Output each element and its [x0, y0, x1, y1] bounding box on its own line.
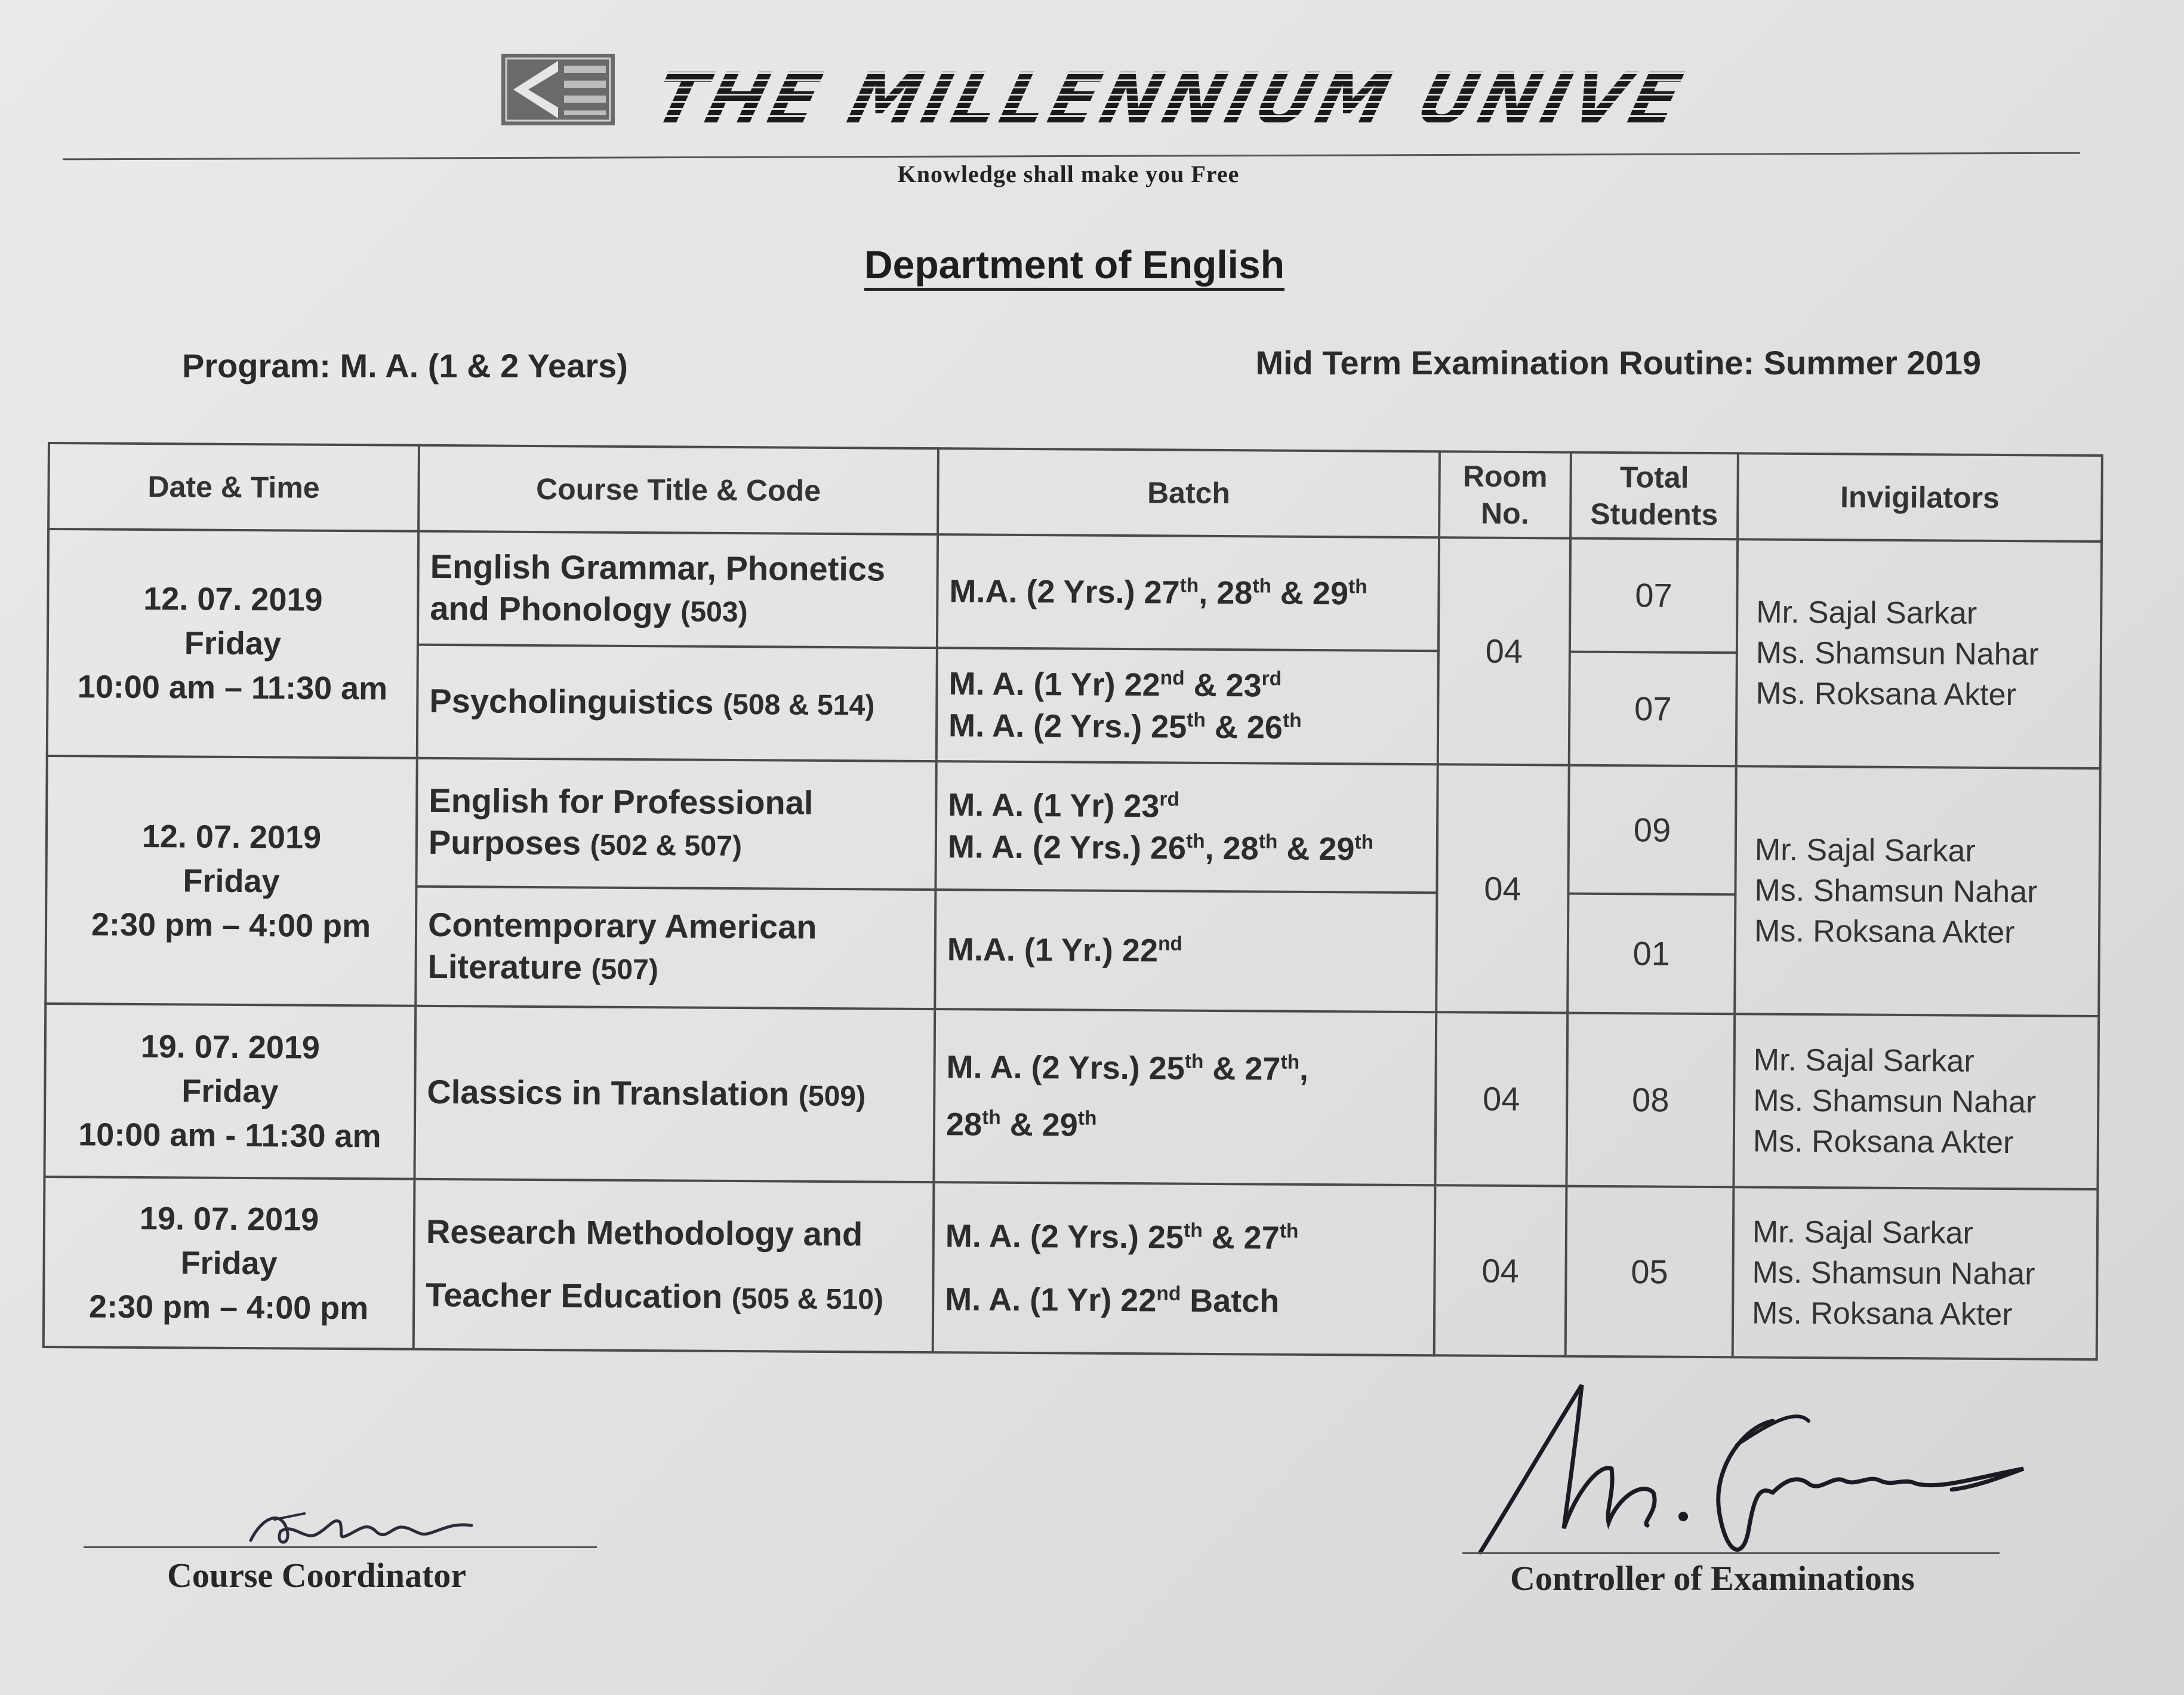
batch-text: M. A. (2 Yrs.) 25 — [946, 1049, 1185, 1087]
slot-date-time — [45, 756, 417, 1006]
total-students: 05 — [1566, 1186, 1734, 1358]
university-name: THE MILLENNIUM UNIVERSITY — [646, 57, 1942, 140]
letterhead-divider — [63, 152, 2080, 161]
invigilator-name: Mr. Sajal Sarkar — [1756, 595, 1977, 631]
slot-date-time — [44, 1177, 415, 1349]
batch-text: & 29 — [1271, 575, 1349, 612]
invigilator-name: Mr. Sajal Sarkar — [1752, 1214, 1974, 1251]
batch-text: & 29 — [1000, 1106, 1078, 1143]
batch-ordinal: th — [1348, 576, 1367, 598]
controller-signature-block — [1462, 1373, 2059, 1612]
room-number: 04 — [1436, 764, 1569, 1013]
batch-text: , 28 — [1205, 830, 1259, 866]
batch-ordinal: th — [1184, 1219, 1203, 1242]
batch-ordinal: rd — [1261, 667, 1282, 690]
header-course: Course Title & Code — [418, 445, 938, 534]
batch-text: M. A. (2 Yrs.) 25 — [948, 707, 1187, 745]
letterhead — [0, 42, 2184, 191]
batch-ordinal: th — [1187, 709, 1206, 731]
controller-of-examinations-label: Controller of Examinations — [1510, 1559, 1915, 1598]
batch-line — [945, 1204, 1424, 1271]
course-cell — [416, 758, 936, 890]
batch-cell — [934, 1009, 1436, 1185]
invigilator-name: Mr. Sajal Sarkar — [1753, 1042, 1974, 1079]
handwritten-signature-left — [239, 1505, 489, 1552]
slot-day: Friday — [181, 1073, 279, 1110]
batch-text: M.A. (2 Yrs.) 27 — [949, 573, 1180, 611]
routine-table-wrapper — [42, 442, 2101, 1361]
slot-day: Friday — [184, 625, 282, 662]
course-code: (505 & 510) — [731, 1282, 884, 1316]
batch-line — [948, 705, 1426, 749]
batch-ordinal: th — [1258, 830, 1278, 853]
course-code: (508 & 514) — [722, 688, 875, 721]
batch-cell — [935, 890, 1437, 1012]
header-room-line1: Room — [1462, 459, 1548, 494]
header-total-students — [1570, 453, 1738, 540]
batch-text: M. A. (2 Yrs.) 25 — [945, 1217, 1184, 1256]
batch-ordinal: th — [1282, 709, 1302, 732]
room-number: 04 — [1434, 1185, 1567, 1356]
batch-line — [948, 663, 1426, 707]
header-total-line1: Total — [1619, 460, 1689, 494]
invigilators-cell — [1736, 539, 2102, 768]
invigilators-cell — [1733, 1014, 2099, 1189]
invigilator-name: Ms. Roksana Akter — [1755, 676, 2017, 713]
batch-cell — [933, 1182, 1436, 1355]
course-title: English Grammar, Phonetics and Phonology — [430, 547, 886, 628]
batch-text: M. A. (1 Yr) 23 — [948, 786, 1160, 824]
signature-line-right — [1462, 1552, 2000, 1554]
table-row — [48, 529, 2102, 655]
handwritten-signature-right — [1462, 1373, 2059, 1570]
course-title: English for Professional Purposes — [428, 781, 814, 862]
batch-cell — [935, 761, 1437, 893]
batch-text: & 27 — [1203, 1050, 1281, 1087]
slot-date: 12. 07. 2019 — [143, 580, 323, 618]
slot-time: 2:30 pm – 4:00 pm — [88, 1288, 369, 1326]
batch-ordinal: nd — [1156, 1282, 1181, 1305]
course-cell — [415, 887, 935, 1009]
course-code: (503) — [680, 595, 748, 628]
signature-line-left — [84, 1546, 597, 1548]
course-cell — [417, 645, 937, 761]
course-cell — [418, 531, 938, 648]
header-date-time: Date & Time — [48, 443, 419, 531]
batch-text: M. A. (1 Yr) 22 — [948, 666, 1160, 703]
program-label: Program: M. A. (1 & 2 Years) — [182, 347, 628, 384]
course-title: Psycholinguistics — [429, 681, 714, 721]
slot-day: Friday — [183, 862, 280, 899]
batch-line — [945, 1268, 1423, 1334]
batch-ordinal: th — [1280, 1051, 1300, 1073]
course-title: Research Methodology and Teacher Education — [426, 1212, 863, 1315]
table-row — [44, 1177, 2098, 1359]
slot-date-time — [44, 1004, 415, 1179]
batch-text: 28 — [945, 1106, 982, 1143]
invigilator-name: Ms. Shamsun Nahar — [1753, 1083, 2037, 1120]
header-total-line2: Students — [1590, 497, 1718, 532]
university-motto: Knowledge shall make you Free — [897, 161, 1240, 187]
invigilator-name: Ms. Shamsun Nahar — [1755, 635, 2040, 672]
course-code: (502 & 507) — [590, 829, 743, 863]
batch-text: M. A. (2 Yrs.) 26 — [947, 828, 1187, 866]
total-students: 07 — [1570, 539, 1738, 653]
header-room-line2: No. — [1480, 496, 1529, 531]
invigilator-name: Mr. Sajal Sarkar — [1754, 832, 1976, 869]
batch-ordinal: nd — [1160, 667, 1185, 690]
course-coordinator-label: Course Coordinator — [167, 1556, 467, 1595]
batch-text: , — [1299, 1051, 1309, 1087]
course-cell — [414, 1006, 935, 1182]
batch-cell — [937, 534, 1439, 651]
batch-line — [946, 1038, 1424, 1099]
total-students: 08 — [1566, 1013, 1735, 1188]
header-room — [1439, 451, 1571, 538]
slot-time: 2:30 pm – 4:00 pm — [91, 906, 371, 944]
batch-ordinal: rd — [1159, 787, 1180, 811]
batch-ordinal: th — [1077, 1107, 1097, 1130]
slot-time: 10:00 am - 11:30 am — [78, 1116, 381, 1155]
slot-date-time — [47, 529, 418, 758]
batch-ordinal: th — [1279, 1220, 1299, 1242]
department-title — [0, 242, 2149, 287]
header-batch: Batch — [938, 448, 1440, 537]
batch-text: M.A. (1 Yr.) 22 — [947, 931, 1159, 969]
batch-ordinal: th — [1252, 575, 1272, 598]
slot-date: 19. 07. 2019 — [139, 1200, 319, 1238]
batch-text: Batch — [1181, 1282, 1280, 1319]
batch-line — [947, 928, 1425, 973]
course-title: Classics in Translation — [427, 1072, 790, 1113]
batch-text: & 29 — [1277, 830, 1355, 867]
invigilators-cell — [1733, 1187, 2098, 1359]
batch-text: & 27 — [1202, 1219, 1280, 1256]
table-row — [46, 756, 2100, 897]
batch-cell — [937, 648, 1438, 764]
slot-date: 12. 07. 2019 — [141, 818, 322, 856]
course-code: (507) — [591, 953, 659, 986]
course-code: (509) — [798, 1079, 866, 1112]
department-title-text: Department of English — [864, 242, 1284, 291]
invigilator-name: Ms. Shamsun Nahar — [1754, 872, 2038, 909]
batch-ordinal: th — [1184, 1050, 1204, 1073]
batch-text: , 28 — [1199, 574, 1253, 611]
routine-table — [42, 442, 2103, 1361]
batch-ordinal: th — [1179, 574, 1199, 597]
total-students: 01 — [1567, 894, 1735, 1014]
table-header-row — [48, 443, 2102, 542]
batch-text: M. A. (1 Yr) 22 — [945, 1281, 1157, 1318]
batch-text: & 26 — [1205, 709, 1283, 746]
batch-line — [948, 826, 1425, 870]
total-students: 09 — [1568, 765, 1736, 895]
course-cell — [414, 1179, 934, 1352]
room-number: 04 — [1435, 1012, 1567, 1186]
university-logo-icon — [501, 54, 615, 125]
header-invigilators: Invigilators — [1738, 453, 2102, 542]
invigilator-name: Ms. Roksana Akter — [1752, 1124, 2014, 1161]
batch-text: & 23 — [1184, 667, 1262, 704]
batch-ordinal: th — [1354, 830, 1374, 854]
course-title: Contemporary American Literature — [427, 905, 817, 986]
room-number: 04 — [1438, 537, 1570, 765]
batch-line — [949, 570, 1427, 615]
batch-line — [948, 784, 1425, 829]
table-row — [44, 1004, 2099, 1189]
batch-ordinal: nd — [1157, 933, 1183, 955]
invigilator-name: Ms. Shamsun Nahar — [1752, 1254, 2035, 1291]
total-students: 07 — [1569, 652, 1737, 767]
invigilator-name: Ms. Roksana Akter — [1754, 913, 2015, 950]
slot-day: Friday — [180, 1244, 278, 1281]
routine-title: Mid Term Examination Routine: Summer 2019 — [1255, 344, 1981, 382]
batch-ordinal: th — [1185, 830, 1205, 853]
batch-line — [946, 1096, 1424, 1156]
slot-time: 10:00 am – 11:30 am — [77, 669, 388, 707]
batch-ordinal: th — [982, 1106, 1001, 1129]
invigilator-name: Ms. Roksana Akter — [1751, 1295, 2013, 1332]
invigilators-cell — [1735, 766, 2100, 1016]
slot-date: 19. 07. 2019 — [140, 1028, 321, 1066]
